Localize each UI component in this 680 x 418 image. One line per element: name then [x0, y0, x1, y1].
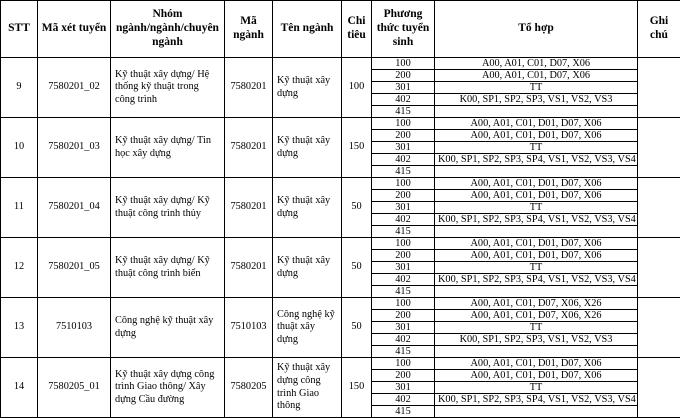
cell-ma-xet-tuyen: 7580201_02: [38, 58, 111, 118]
cell-phuong-thuc-code: 402: [372, 214, 435, 226]
header-ghi-chu: Ghi chú: [638, 1, 680, 58]
cell-to-hop: A00, A01, C01, D01, D07, X06: [435, 250, 638, 262]
cell-chi-tieu: 50: [342, 298, 372, 358]
cell-chi-tieu: 50: [342, 178, 372, 238]
cell-to-hop: [435, 346, 638, 358]
cell-phuong-thuc-code: 100: [372, 238, 435, 250]
cell-to-hop: TT: [435, 202, 638, 214]
cell-to-hop: A00, A01, C01, D07, X06: [435, 58, 638, 70]
cell-ma-xet-tuyen: 7510103: [38, 298, 111, 358]
cell-phuong-thuc-code: 200: [372, 70, 435, 82]
header-chi-tieu: Chi tiêu: [342, 1, 372, 58]
cell-to-hop: A00, A01, C01, D01, D07, X06: [435, 370, 638, 382]
cell-ten-nganh: Kỹ thuật xây dựng công trình Giao thông: [273, 358, 342, 418]
cell-to-hop: K00, SP1, SP2, SP3, VS1, VS2, VS3: [435, 94, 638, 106]
cell-ma-nganh: 7580201: [225, 178, 273, 238]
table-header: [1, 1, 680, 58]
cell-phuong-thuc-code: 415: [372, 406, 435, 418]
cell-phuong-thuc-code: 402: [372, 94, 435, 106]
cell-ma-xet-tuyen: 7580201_03: [38, 118, 111, 178]
cell-phuong-thuc-code: 402: [372, 274, 435, 286]
header-ma-xet-tuyen: Mã xét tuyển: [38, 1, 111, 58]
cell-to-hop: TT: [435, 382, 638, 394]
cell-phuong-thuc-code: 100: [372, 58, 435, 70]
cell-to-hop: [435, 286, 638, 298]
cell-ma-xet-tuyen: 7580201_04: [38, 178, 111, 238]
cell-ten-nganh: Kỹ thuật xây dựng: [273, 118, 342, 178]
table-body: [1, 58, 680, 418]
cell-chi-tieu: 100: [342, 58, 372, 118]
cell-to-hop: A00, A01, C01, D07, X06: [435, 70, 638, 82]
cell-to-hop: A00, A01, C01, D01, D07, X06: [435, 178, 638, 190]
cell-stt: 13: [1, 298, 38, 358]
cell-stt: 10: [1, 118, 38, 178]
cell-phuong-thuc-code: 415: [372, 226, 435, 238]
cell-ma-xet-tuyen: 7580205_01: [38, 358, 111, 418]
cell-ghi-chu: [638, 238, 680, 298]
cell-ten-nganh: Kỹ thuật xây dựng: [273, 178, 342, 238]
cell-ghi-chu: [638, 118, 680, 178]
cell-phuong-thuc-code: 200: [372, 250, 435, 262]
cell-stt: 9: [1, 58, 38, 118]
cell-to-hop: A00, A01, C01, D07, X06, X26: [435, 310, 638, 322]
cell-chi-tieu: 150: [342, 358, 372, 418]
header-ten-nganh: Tên ngành: [273, 1, 342, 58]
cell-phuong-thuc-code: 200: [372, 310, 435, 322]
cell-to-hop: TT: [435, 322, 638, 334]
cell-stt: 11: [1, 178, 38, 238]
cell-phuong-thuc-code: 301: [372, 202, 435, 214]
cell-phuong-thuc-code: 200: [372, 370, 435, 382]
cell-chi-tieu: 150: [342, 118, 372, 178]
cell-nhom-nganh: Kỹ thuật xây dựng/ Hệ thống kỹ thuật trong công trình: [111, 58, 225, 118]
cell-phuong-thuc-code: 100: [372, 358, 435, 370]
cell-phuong-thuc-code: 100: [372, 118, 435, 130]
cell-phuong-thuc-code: 301: [372, 322, 435, 334]
cell-ghi-chu: [638, 178, 680, 238]
cell-nhom-nganh: Công nghệ kỹ thuật xây dựng: [111, 298, 225, 358]
cell-to-hop: K00, SP1, SP2, SP3, SP4, VS1, VS2, VS3, VS4: [435, 154, 638, 166]
cell-phuong-thuc-code: 301: [372, 262, 435, 274]
cell-nhom-nganh: Kỹ thuật xây dựng công trình Giao thông/ Xây dựng Cầu đường: [111, 358, 225, 418]
cell-to-hop: A00, A01, C01, D01, D07, X06: [435, 190, 638, 202]
header-ma-nganh: Mã ngành: [225, 1, 273, 58]
table-row: [1, 298, 680, 310]
cell-phuong-thuc-code: 415: [372, 286, 435, 298]
cell-to-hop: K00, SP1, SP2, SP3, SP4, VS1, VS2, VS3, VS4: [435, 274, 638, 286]
cell-phuong-thuc-code: 200: [372, 130, 435, 142]
cell-ten-nganh: Công nghệ kỹ thuật xây dựng: [273, 298, 342, 358]
cell-to-hop: A00, A01, C01, D01, D07, X06: [435, 358, 638, 370]
cell-stt: 14: [1, 358, 38, 418]
header-nhom-nganh: Nhóm ngành/ngành/chuyên ngành: [111, 1, 225, 58]
cell-ghi-chu: [638, 58, 680, 118]
table-row: [1, 358, 680, 370]
cell-to-hop: A00, A01, C01, D07, X06, X26: [435, 298, 638, 310]
cell-to-hop: TT: [435, 82, 638, 94]
cell-to-hop: A00, A01, C01, D01, D07, X06: [435, 238, 638, 250]
cell-to-hop: K00, SP1, SP2, SP3, SP4, VS1, VS2, VS3, VS4: [435, 214, 638, 226]
cell-phuong-thuc-code: 301: [372, 82, 435, 94]
cell-ghi-chu: [638, 298, 680, 358]
cell-ma-nganh: 7580201: [225, 58, 273, 118]
cell-nhom-nganh: Kỹ thuật xây dựng/ Kỹ thuật công trình biển: [111, 238, 225, 298]
cell-phuong-thuc-code: 100: [372, 298, 435, 310]
table-row: [1, 178, 680, 190]
cell-phuong-thuc-code: 301: [372, 382, 435, 394]
cell-nhom-nganh: Kỹ thuật xây dựng/ Tin học xây dựng: [111, 118, 225, 178]
cell-phuong-thuc-code: 415: [372, 106, 435, 118]
cell-to-hop: A00, A01, C01, D01, D07, X06: [435, 118, 638, 130]
cell-ma-nganh: 7580201: [225, 238, 273, 298]
header-to-hop: Tổ hợp: [435, 1, 638, 58]
cell-ma-nganh: 7510103: [225, 298, 273, 358]
header-phuong-thuc: Phương thức tuyển sinh: [372, 1, 435, 58]
cell-ten-nganh: Kỹ thuật xây dựng: [273, 238, 342, 298]
header-stt: STT: [1, 1, 38, 58]
table-row: [1, 238, 680, 250]
table-row: [1, 58, 680, 70]
cell-to-hop: A00, A01, C01, D01, D07, X06: [435, 130, 638, 142]
cell-ghi-chu: [638, 358, 680, 418]
cell-chi-tieu: 50: [342, 238, 372, 298]
cell-to-hop: [435, 226, 638, 238]
cell-to-hop: TT: [435, 142, 638, 154]
cell-ten-nganh: Kỹ thuật xây dựng: [273, 58, 342, 118]
cell-nhom-nganh: Kỹ thuật xây dựng/ Kỹ thuật công trình thủy: [111, 178, 225, 238]
cell-phuong-thuc-code: 402: [372, 394, 435, 406]
cell-phuong-thuc-code: 402: [372, 154, 435, 166]
cell-phuong-thuc-code: 100: [372, 178, 435, 190]
cell-ma-nganh: 7580201: [225, 118, 273, 178]
cell-to-hop: [435, 106, 638, 118]
cell-phuong-thuc-code: 301: [372, 142, 435, 154]
cell-stt: 12: [1, 238, 38, 298]
cell-to-hop: [435, 166, 638, 178]
cell-ma-xet-tuyen: 7580201_05: [38, 238, 111, 298]
cell-to-hop: [435, 406, 638, 418]
cell-phuong-thuc-code: 402: [372, 334, 435, 346]
cell-to-hop: K00, SP1, SP2, SP3, VS1, VS2, VS3: [435, 334, 638, 346]
cell-to-hop: K00, SP1, SP2, SP3, SP4, VS1, VS2, VS3, VS4: [435, 394, 638, 406]
cell-phuong-thuc-code: 415: [372, 346, 435, 358]
cell-to-hop: TT: [435, 262, 638, 274]
cell-ma-nganh: 7580205: [225, 358, 273, 418]
table-row: [1, 118, 680, 130]
cell-phuong-thuc-code: 415: [372, 166, 435, 178]
cell-phuong-thuc-code: 200: [372, 190, 435, 202]
